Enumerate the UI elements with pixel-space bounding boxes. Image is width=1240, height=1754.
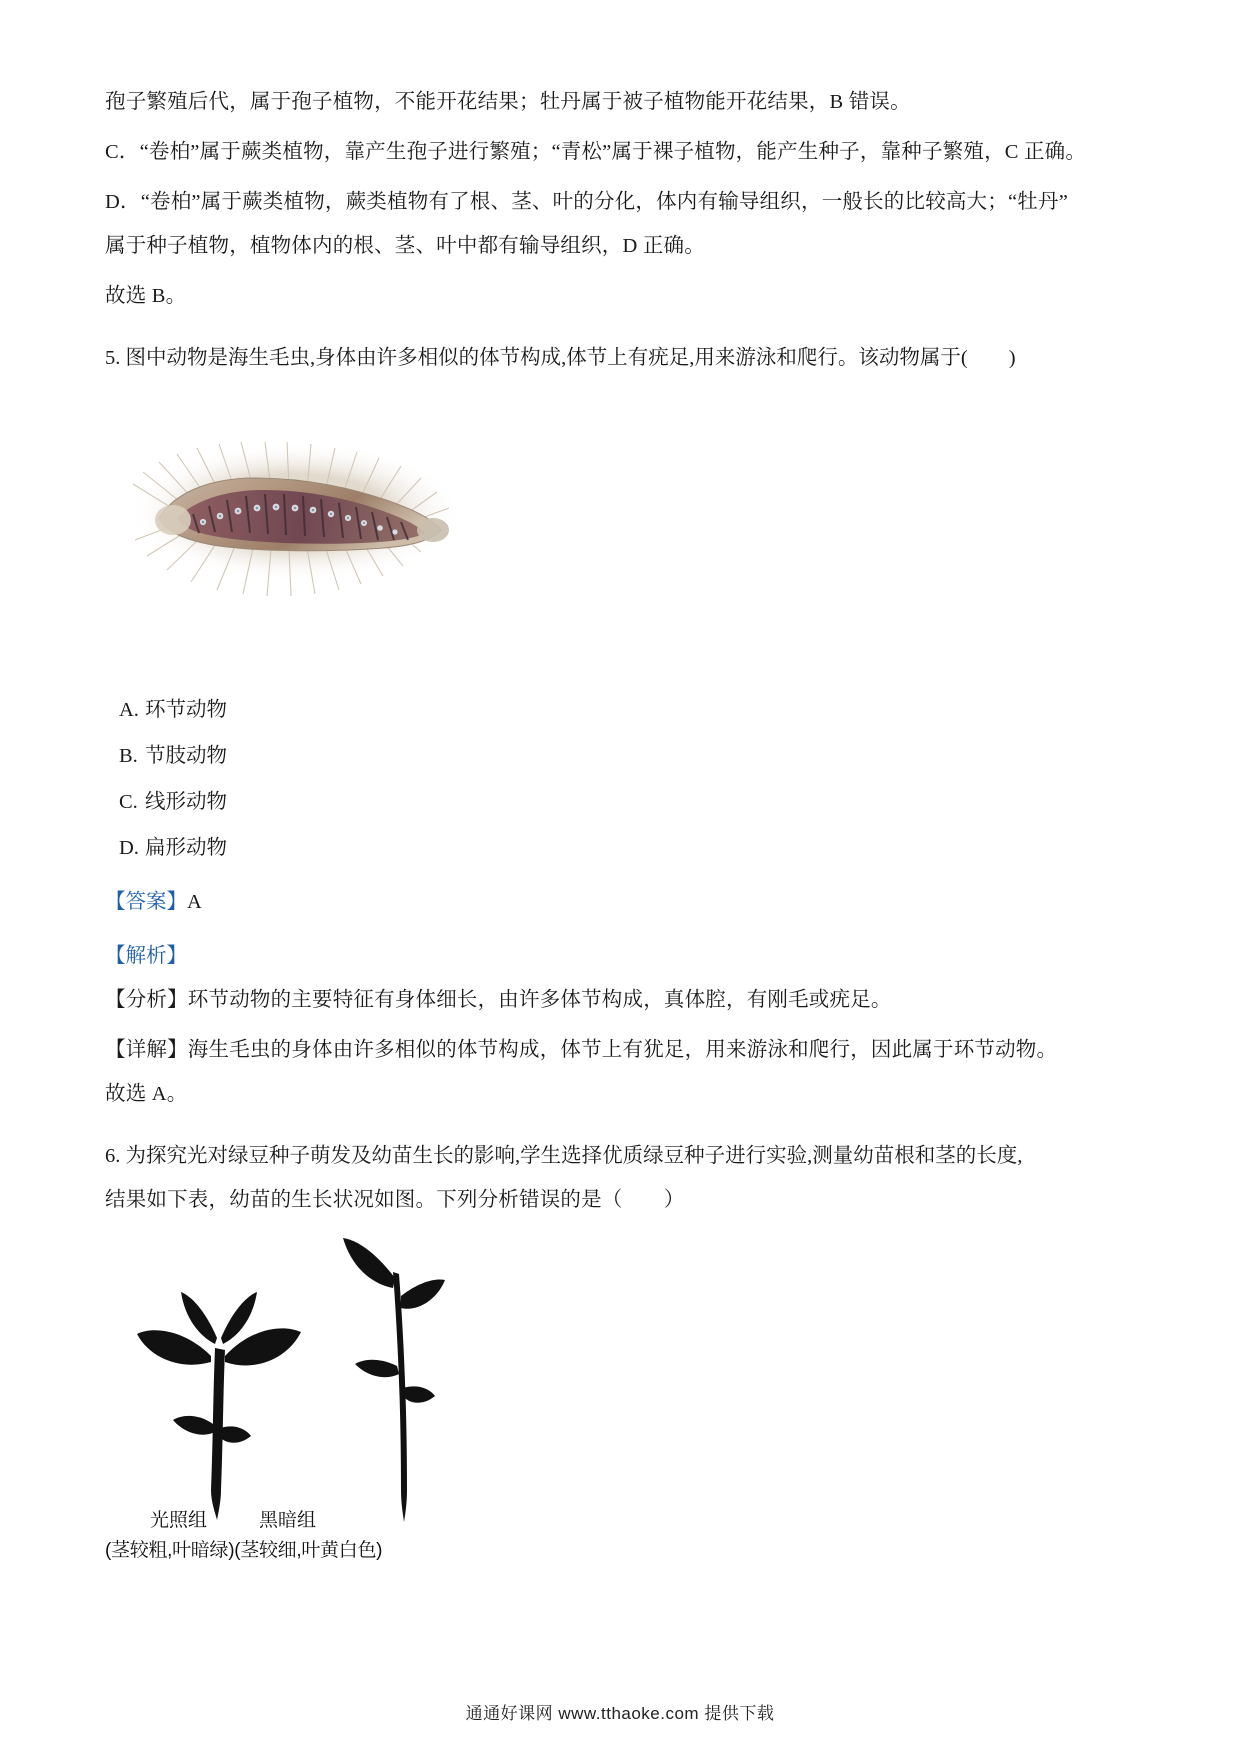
option-a-text: 环节动物 (145, 699, 227, 721)
caption-light-group: 光照组 (150, 1510, 208, 1531)
analysis-xiangjie: 【详解】海生毛虫的身体由许多相似的体节构成，体节上有犹足，用来游泳和爬行，因此属于环节动物。 (105, 1039, 1058, 1061)
option-b (105, 734, 1135, 778)
figure-captions (105, 1506, 665, 1566)
caption-light-desc: (茎较粗,叶暗绿) (105, 1540, 235, 1561)
analysis-conclusion: 故选 A。 (105, 1083, 188, 1105)
question-5-figure (105, 394, 1135, 674)
option-d (105, 826, 1135, 870)
analysis-line (105, 934, 1135, 978)
question-5-options (105, 688, 1135, 870)
option-d-text: 扁形动物 (145, 837, 227, 859)
paragraph-option-d-line1: D．“卷柏”属于蕨类植物，蕨类植物有了根、茎、叶的分化，体内有输导组织，一般长的比较高大；“牡丹” (105, 191, 1068, 213)
option-b-letter: B. (119, 745, 138, 767)
question-5-stem: 5. 图中动物是海生毛虫,身体由许多相似的体节构成,体节上有疣足,用来游泳和爬行。该动物属于( ) (105, 347, 1016, 369)
question-6-figure (105, 1238, 1135, 1568)
caption-dark-group: 黑暗组 (259, 1510, 317, 1531)
option-c-text: 线形动物 (145, 791, 227, 813)
option-a-letter: A. (119, 699, 139, 721)
analysis-fenxi: 【分析】环节动物的主要特征有身体细长，由许多体节构成，真体腔，有刚毛或疣足。 (105, 989, 892, 1011)
caption-dark-desc: (茎较细,叶黄白色) (234, 1540, 383, 1561)
light-group-seedling (137, 1292, 301, 1520)
question-6-stem-line2: 结果如下表，幼苗的生长状况如图。下列分析错误的是（ ） (105, 1189, 685, 1211)
dark-group-seedling (343, 1238, 445, 1522)
marine-worm-image (115, 400, 475, 630)
option-a (105, 688, 1135, 732)
paragraph-option-d-line2: 属于种子植物，植物体内的根、茎、叶中都有输导组织，D 正确。 (105, 235, 705, 257)
analysis-label: 【解析】 (105, 945, 187, 967)
answer-label: 【答案】 (105, 891, 187, 913)
option-d-letter: D. (119, 837, 139, 859)
option-b-text: 节肢动物 (145, 745, 227, 767)
paragraph-option-c: C．“卷柏”属于蕨类植物，靠产生孢子进行繁殖；“青松”属于裸子植物，能产生种子，靠种子繁殖，C 正确。 (105, 141, 1087, 163)
answer-value: A (187, 891, 202, 913)
option-c-letter: C. (119, 791, 138, 813)
paragraph-conclusion-b: 故选 B。 (105, 285, 187, 307)
page-footer: 通通好课网 www.tthaoke.com 提供下载 (465, 1704, 775, 1723)
option-c (105, 780, 1135, 824)
question-6-stem-line1: 6. 为探究光对绿豆种子萌发及幼苗生长的影响,学生选择优质绿豆种子进行实验,测量幼苗根和茎的长度, (105, 1145, 1023, 1167)
answer-line (105, 880, 1135, 924)
paragraph-continuation: 孢子繁殖后代，属于孢子植物，不能开花结果；牡丹属于被子植物能开花结果，B 错误。 (105, 91, 911, 113)
